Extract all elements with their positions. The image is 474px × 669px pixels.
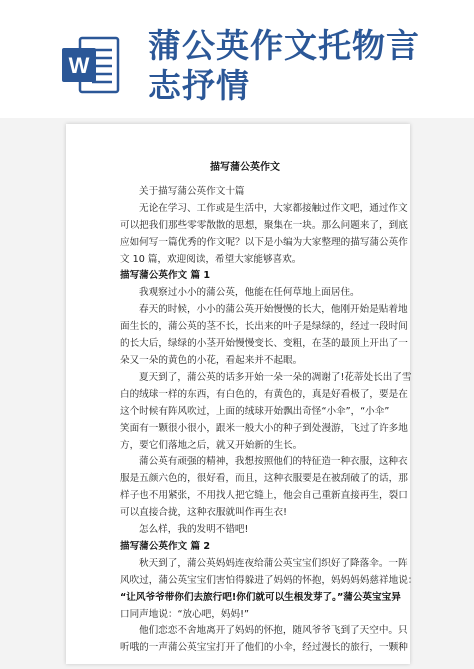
text-line: 文 10 篇，欢迎阅读，希望大家能够喜欢。	[120, 253, 302, 265]
text-line: 他们恋恋不舍地离开了妈妈的怀抱，随风爷爷飞到了天空中。只	[139, 625, 408, 637]
page-title-line-2: 志抒情	[148, 66, 250, 105]
text-line: 可以把我们那些零零散散的思想，聚集在一块。那么问题来了，到底	[120, 219, 408, 231]
page-title-line-1: 蒲公英作文托物言	[148, 26, 420, 65]
text-line: 我观察过小小的蒲公英，他能在任何草地上面居住。	[139, 287, 360, 299]
text-line: 怎么样，我的发明不错吧!	[139, 524, 249, 536]
text-line: 白的绒球一样的东西，有白色的，有黄色的，真是好看极了，要是在	[120, 388, 408, 400]
document-title: 描写蒲公英作文	[210, 162, 280, 173]
text-line: 朵又一朵的黄色的小花，看起来并不起眼。	[120, 354, 303, 366]
text-line: 春天的时候，小小的蒲公英开始慢慢的长大，他刚开始是贴着地	[139, 304, 408, 316]
word-icon	[60, 34, 122, 96]
text-line: 笑面有一颗很小很小，跟米一般大小的种子到处漫游，飞过了许多地	[120, 422, 408, 434]
text-line: 听哦的一声蒲公英宝宝打开了他们的小伞，经过漫长的旅行，一颗种	[120, 642, 408, 654]
text-line: 无论在学习、工作或是生活中，大家都接触过作文吧，通过作文	[139, 202, 408, 214]
text-line: 方，要它们落地之后，就又开始新的生长。	[120, 439, 303, 451]
text-line: 秋天到了，蒲公英妈妈连夜给蒲公英宝宝们织好了降落伞。一阵	[139, 557, 408, 569]
text-line: 面生长的，蒲公英的茎不长，长出来的叶子是绿绿的，经过一段时间	[120, 321, 408, 333]
text-line: 关于描写蒲公英作文十篇	[139, 185, 245, 197]
svg-text:W: W	[68, 53, 90, 78]
document-lines	[120, 184, 418, 657]
section-heading: “让风爷爷带你们去旅行吧!你们就可以生根发芽了。”蒲公英宝宝异	[120, 591, 401, 603]
text-line: 这个时候有阵风吹过，上面的绒球开始飘出奇怪“小伞”，“小伞”	[120, 405, 390, 417]
text-line: 可以直接合拢，这种衣服就叫作再生衣!	[120, 507, 287, 519]
text-line: 夏天到了，蒲公英的话多开始一朵一朵的凋谢了!花蒂处长出了雪	[139, 371, 412, 383]
document-body	[120, 160, 418, 657]
header	[0, 0, 474, 118]
section-heading: 描写蒲公英作文 篇 1	[120, 270, 211, 282]
text-line: 风吹过，蒲公英宝宝们害怕得躲进了妈妈的怀抱，妈妈妈妈慈祥地说：	[120, 574, 418, 586]
text-line: 应如何写一篇优秀的作文呢？以下是小编为大家整理的描写蒲公英作	[120, 236, 408, 248]
text-line: 服是五颜六色的，很好看，而且，这种衣服要是在被刮破了的话，那	[120, 473, 408, 485]
text-line: 蒲公英有顽强的精神，我想按照他们的特征造一种衣服，这种衣	[139, 456, 408, 468]
text-line: 的长大后，绿绿的小茎开始慢慢变长、变粗，在茎的最顶上开出了一	[120, 338, 408, 350]
text-line: 样子也不用紧张，不用找人把它缝上，他会自己重新直接再生，裂口	[120, 490, 408, 502]
text-line: 口同声地说：“放心吧，妈妈!”	[120, 608, 249, 620]
document-page	[66, 124, 418, 664]
section-heading: 描写蒲公英作文 篇 2	[120, 540, 211, 552]
